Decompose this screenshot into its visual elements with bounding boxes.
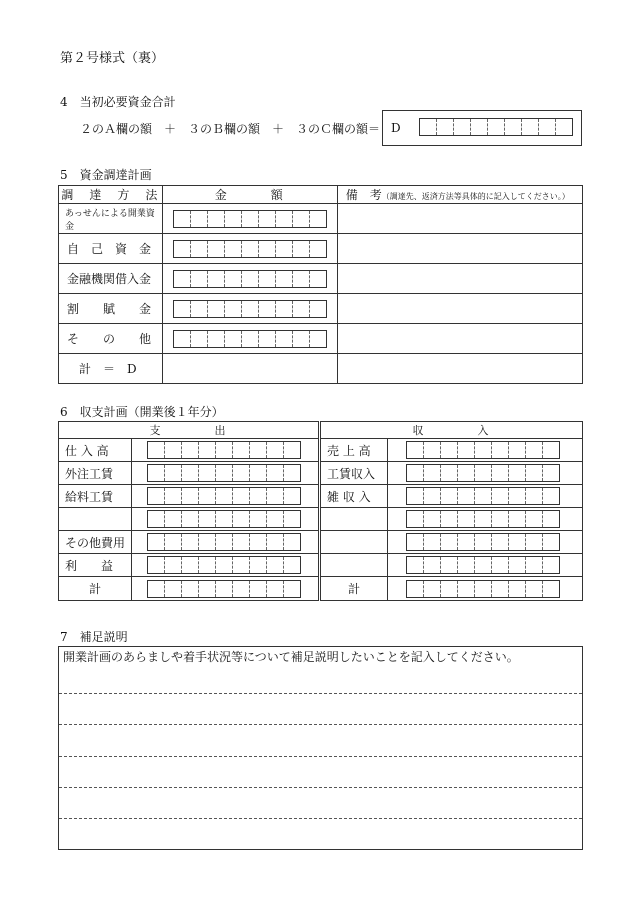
- expense-label-total: 計: [59, 577, 132, 601]
- remarks-cell-own[interactable]: [337, 234, 582, 264]
- income-label-blank-3[interactable]: [321, 554, 388, 577]
- remarks-cell-installment[interactable]: [337, 294, 582, 324]
- expense-label-purchases: 仕 入 高: [59, 439, 132, 462]
- remarks-cell-total[interactable]: [337, 354, 582, 384]
- income-digits-wage-income[interactable]: [406, 464, 560, 482]
- amount-digits-installment[interactable]: [173, 300, 327, 318]
- remarks-header: [337, 186, 582, 204]
- expense-amount-cell: [132, 462, 319, 485]
- amount-cell-total[interactable]: [162, 354, 337, 384]
- remarks-header-note: （調達先、返済方法等具体的に記入してください。）: [381, 192, 570, 201]
- amount-cell-loan: [162, 204, 337, 234]
- amount-cell-other: [162, 324, 337, 354]
- expense-digits-total[interactable]: [147, 580, 301, 598]
- expense-digits-purchases[interactable]: [147, 441, 301, 459]
- total-d-label: D: [391, 121, 401, 135]
- expense-label-other: その他費用: [59, 531, 132, 554]
- expense-amount-cell: [132, 577, 319, 601]
- expense-table: [58, 421, 319, 601]
- income-amount-cell: [388, 485, 583, 508]
- amount-digits-loan[interactable]: [173, 210, 327, 228]
- income-label-total: 計: [321, 577, 388, 601]
- income-label-blank-2[interactable]: [321, 531, 388, 554]
- income-digits-total[interactable]: [406, 580, 560, 598]
- income-digits-blank-1[interactable]: [406, 510, 560, 528]
- section-4-title: 4 当初必要資金合計: [60, 95, 176, 109]
- income-digits-blank-3[interactable]: [406, 556, 560, 574]
- amount-cell-own: [162, 234, 337, 264]
- amount-cell-bank: [162, 264, 337, 294]
- expense-amount-cell: [132, 485, 319, 508]
- amount-digits-own[interactable]: [173, 240, 327, 258]
- section-4-formula: ２のＡ欄の額 ＋ ３のＢ欄の額 ＋ ３のＣ欄の額＝: [80, 122, 381, 136]
- remarks-cell-bank[interactable]: [337, 264, 582, 294]
- total-d-digit-field[interactable]: [419, 118, 573, 136]
- expense-amount-cell: [132, 508, 319, 531]
- row-label-installment: 割 賦 金: [59, 294, 163, 324]
- income-label-misc: 雑 収 入: [321, 485, 388, 508]
- remarks-cell-other[interactable]: [337, 324, 582, 354]
- expense-amount-cell: [132, 531, 319, 554]
- amount-header: 金 額: [162, 186, 337, 204]
- income-amount-cell: [388, 508, 583, 531]
- income-label-blank-1[interactable]: [321, 508, 388, 531]
- row-label-bank: 金融機関借入金: [59, 264, 163, 294]
- income-amount-cell: [388, 531, 583, 554]
- memo-line: [59, 818, 582, 819]
- section-6-title: 6 収支計画（開業後１年分）: [60, 405, 224, 419]
- memo-line: [59, 756, 582, 757]
- expense-label-outsourcing: 外注工賃: [59, 462, 132, 485]
- expense-digits-other[interactable]: [147, 533, 301, 551]
- expense-digits-blank[interactable]: [147, 510, 301, 528]
- expense-header: 支 出: [59, 422, 319, 439]
- supplementary-instruction: 開業計画のあらましや着手状況等について補足説明したいことを記入してください。: [63, 650, 519, 664]
- amount-cell-installment: [162, 294, 337, 324]
- section-5-title: 5 資金調達計画: [60, 168, 152, 182]
- expense-label-profit: 利 益: [59, 554, 132, 577]
- section-7-title: 7 補足説明: [60, 630, 128, 644]
- remarks-cell-loan[interactable]: [337, 204, 582, 234]
- form-id: 第２号様式（裏）: [60, 51, 165, 66]
- income-label-wage-income: 工賃収入: [321, 462, 388, 485]
- supplementary-box[interactable]: [58, 646, 583, 850]
- funding-table: [58, 185, 583, 384]
- row-label-loan: あっせんによる開業資金: [59, 204, 163, 234]
- amount-digits-other[interactable]: [173, 330, 327, 348]
- row-label-total: 計 ＝ D: [59, 354, 163, 384]
- income-digits-sales[interactable]: [406, 441, 560, 459]
- income-digits-misc[interactable]: [406, 487, 560, 505]
- amount-digits-bank[interactable]: [173, 270, 327, 288]
- total-d-box: [382, 110, 582, 146]
- row-label-other: そ の 他: [59, 324, 163, 354]
- income-digits-blank-2[interactable]: [406, 533, 560, 551]
- expense-digits-profit[interactable]: [147, 556, 301, 574]
- expense-digits-outsourcing[interactable]: [147, 464, 301, 482]
- row-label-own: 自 己 資 金: [59, 234, 163, 264]
- income-table: [320, 421, 583, 601]
- income-header: 収 入: [321, 422, 583, 439]
- remarks-header-label: 備 考: [345, 188, 382, 202]
- income-amount-cell: [388, 439, 583, 462]
- memo-line: [59, 787, 582, 788]
- expense-label-blank[interactable]: [59, 508, 132, 531]
- income-amount-cell: [388, 462, 583, 485]
- method-header: 調 達 方 法: [59, 186, 163, 204]
- income-amount-cell: [388, 554, 583, 577]
- income-label-sales: 売 上 高: [321, 439, 388, 462]
- expense-amount-cell: [132, 554, 319, 577]
- expense-digits-wages[interactable]: [147, 487, 301, 505]
- expense-amount-cell: [132, 439, 319, 462]
- memo-line: [59, 693, 582, 694]
- memo-line: [59, 724, 582, 725]
- expense-label-wages: 給料工賃: [59, 485, 132, 508]
- income-amount-cell: [388, 577, 583, 601]
